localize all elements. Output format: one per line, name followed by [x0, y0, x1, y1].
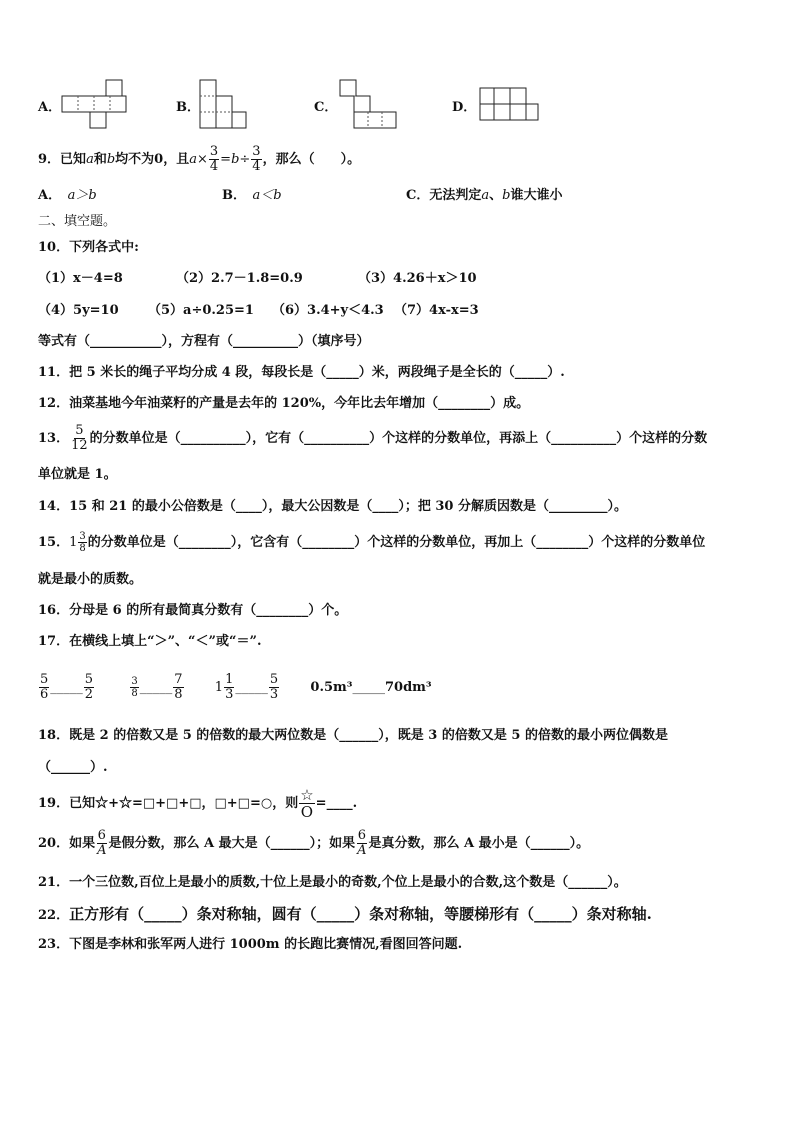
question-18-line1: 18．既是 2 的倍数又是 5 的倍数的最大两位数是（______），既是 3 的倍数又是 5 的倍数的最小两位偶数是 — [38, 728, 668, 743]
q10-item-6: （6）3.4+y＜4.3 — [272, 303, 384, 318]
fraction-1-3: $\frac{1}{3}$ — [225, 672, 234, 702]
cube-net-d — [480, 88, 540, 124]
fraction-5-6: $\frac{5}{6}$ — [40, 672, 49, 702]
fraction-3-4-a: $\frac{3}{4}$ — [209, 144, 219, 174]
question-18-line2: （______）. — [38, 760, 108, 775]
q10-item-5: （5）a÷0.25=1 — [148, 303, 254, 318]
question-9: 9．已知a和b均不为0，且a× $\frac{3}{4}$ =b÷ $\frac{3}{4}$ ，那么（ ）。 — [38, 144, 361, 174]
option-a-label: A． — [38, 100, 62, 115]
fraction-3-8-small: $\frac{3}{8}$ — [131, 676, 138, 699]
question-13: 13． $\frac{5}{12}$ 的分数单位是（__________），它有（__________）个这样的分数单位，再添上（__________）个这样的分数 — [38, 423, 708, 453]
fraction-3-4-b: $\frac{3}{4}$ — [252, 144, 261, 174]
cube-net-a — [62, 80, 132, 130]
cube-net-b — [200, 80, 250, 134]
question-14: 14．15 和 21 的最小公倍数是（____），最大公因数是（____）；把 30 分解质因数是（_________）。 — [38, 499, 627, 514]
cube-net-c — [340, 80, 400, 134]
question-17-title: 17．在横线上填上“＞”、“＜”或“＝”. — [38, 634, 262, 649]
question-21: 21．一个三位数,百位上是最小的质数,十位上是最小的奇数,个位上是最小的合数,这个数是（______）。 — [38, 875, 627, 890]
q10-item-2: （2）2.7－1.8=0.9 — [176, 271, 303, 286]
question-12: 12．油菜基地今年油菜籽的产量是去年的 120%，今年比去年增加（________）成。 — [38, 396, 530, 411]
question-11: 11．把 5 米长的绳子平均分成 4 段，每段长是（_____）米，两段绳子是全长的（_____）. — [38, 365, 565, 380]
question-13-line2: 单位就是 1。 — [38, 467, 117, 482]
fraction-5-3: $\frac{5}{3}$ — [269, 672, 279, 702]
option-c-label: C． — [314, 100, 338, 115]
q10-item-3: （3）4.26＋x＞10 — [358, 271, 477, 286]
q10-item-7: （7）4x-x=3 — [394, 303, 479, 318]
question-22: 22．正方形有（_____）条对称轴，圆有（_____）条对称轴，等腰梯形有（_____）条对称轴. — [38, 905, 652, 923]
question-15: 15．1 $\frac{3}{8}$ 的分数单位是（________），它含有（________）个这样的分数单位，再加上（________）个这样的分数单位 — [38, 531, 706, 554]
fraction-5-2: $\frac{5}{2}$ — [84, 672, 94, 702]
question-10-title: 10．下列各式中: — [38, 240, 139, 255]
fraction-6-a-2: $\frac{6}{A}$ — [357, 828, 367, 858]
question-23: 23．下图是李林和张军两人进行 1000m 的长跑比赛情况,看图回答问题. — [38, 937, 463, 952]
fraction-6-a: $\frac{6}{A}$ — [97, 828, 107, 858]
q10-item-1: （1）x－4=8 — [38, 271, 123, 286]
fraction-star-circle: $\frac{☆}{O}$ — [300, 786, 314, 821]
q10-answer-line: 等式有（___________），方程有（__________）（填序号） — [38, 334, 370, 349]
fraction-3-8: $\frac{3}{8}$ — [79, 531, 86, 554]
question-15-line2: 就是最小的质数。 — [38, 572, 143, 587]
q9-option-c: C．无法判定a、b谁大谁小 — [406, 188, 563, 203]
section-title: 二、填空题。 — [38, 214, 117, 229]
fraction-5-12: $\frac{5}{12}$ — [71, 423, 88, 453]
q9-option-b: B． a＜b — [222, 188, 282, 203]
q10-item-4: （4）5y=10 — [38, 303, 119, 318]
option-b-label: B． — [176, 100, 200, 115]
option-d-label: D． — [452, 100, 477, 115]
question-16: 16．分母是 6 的所有最简真分数有（________）个。 — [38, 603, 348, 618]
fraction-7-8: $\frac{7}{8}$ — [174, 672, 183, 702]
q9-option-a: A． a＞b — [38, 188, 97, 203]
q17-comparisons: $\frac{5}{6}$ _____ $\frac{5}{2}$ $\frac{3}{8}$ _____ $\frac{7}{8}$ 1 $\frac{1}{3}$ _____ $\frac{5}{3}$ 0.5m³_____70dm³ — [40, 672, 432, 702]
question-20: 20．如果 $\frac{6}{A}$ 是假分数，那么 A 最大是（______）；如果 $\frac{6}{A}$ 是真分数，那么 A 最小是（______）。 — [38, 828, 590, 858]
question-19: 19．已知☆+☆=□+□+□，□+□=○，则 $\frac{☆}{O}$ =____. — [38, 786, 358, 821]
